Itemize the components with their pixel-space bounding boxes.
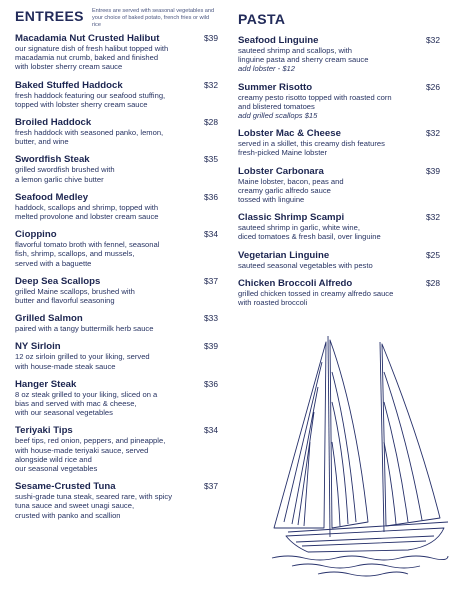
menu-item-name: Vegetarian Linguine xyxy=(238,249,330,261)
menu-item-price: $37 xyxy=(204,275,218,286)
menu-item xyxy=(15,192,218,221)
menu-item-description: fish, shrimp, scallops, and mussels, xyxy=(15,249,135,259)
menu-item-description: our seasonal vegetables xyxy=(15,464,98,474)
menu-item-price: $28 xyxy=(204,117,218,128)
menu-item-header xyxy=(15,481,218,492)
menu-item xyxy=(238,166,440,205)
menu-item-description: with lobster sherry cream sauce xyxy=(15,62,123,72)
menu-item-name: Seafood Medley xyxy=(15,191,89,203)
menu-item-header xyxy=(15,192,218,203)
menu-item xyxy=(15,154,218,183)
menu-item-description: flavorful tomato broth with fennel, seasonal xyxy=(15,240,160,250)
menu-item-price: $32 xyxy=(426,35,440,45)
menu-item-header xyxy=(238,212,440,223)
menu-item-name: Swordfish Steak xyxy=(15,154,90,166)
menu-item-description: with roasted broccoli xyxy=(238,298,308,308)
menu-item-price: $36 xyxy=(204,191,218,202)
menu-item-header xyxy=(238,166,440,177)
menu-item-description: tuna sauce and sweet unagi sauce, xyxy=(15,501,135,511)
menu-item xyxy=(15,313,218,333)
menu-item-description: tossed with linguine xyxy=(238,195,305,205)
menu-item-price: $34 xyxy=(204,425,218,436)
menu-item-price: $26 xyxy=(426,81,440,92)
menu-item-header xyxy=(15,80,218,91)
menu-item-description: with house-made steak sauce xyxy=(15,361,116,371)
entrees-title: ENTREES xyxy=(15,8,84,24)
menu-item-description: butter and flavorful seasoning xyxy=(15,296,115,306)
menu-item-header xyxy=(15,33,218,44)
menu-item xyxy=(15,229,218,268)
menu-item xyxy=(15,481,218,520)
menu-item-description: and blistered tomatoes xyxy=(238,101,315,111)
menu-item-description: fresh-picked Maine lobster xyxy=(238,148,328,158)
menu-item-name: Sesame-Crusted Tuna xyxy=(15,481,116,493)
menu-item xyxy=(238,212,440,241)
menu-item-description: grilled swordfish brushed with xyxy=(15,165,115,175)
menu-item-description: sauteed shrimp and scallops, with xyxy=(238,46,352,55)
menu-item-header xyxy=(238,82,440,93)
menu-item-header xyxy=(15,229,218,240)
menu-item-price: $32 xyxy=(204,79,218,90)
pasta-list xyxy=(238,35,440,307)
menu-item-description: served with a baguette xyxy=(15,258,92,268)
menu-item-header xyxy=(238,250,440,261)
menu-item xyxy=(238,250,440,270)
menu-item-description: topped with lobster sherry cream sauce xyxy=(15,99,148,109)
menu-item xyxy=(15,117,218,146)
menu-item-name: Chicken Broccoli Alfredo xyxy=(238,277,353,289)
menu-item-price: $25 xyxy=(426,249,440,260)
menu-item-description: 8 oz steak grilled to your liking, sliced on a xyxy=(15,389,158,399)
menu-item-description: crusted with panko and scallion xyxy=(15,510,121,520)
menu-item-description: sushi-grade tuna steak, seared rare, with spicy xyxy=(15,492,173,502)
menu-item-price: $37 xyxy=(204,481,218,492)
menu-item xyxy=(238,35,440,74)
menu-item-description: beef tips, red onion, peppers, and pineapple, xyxy=(15,436,166,446)
menu-item xyxy=(15,276,218,305)
menu-item xyxy=(15,80,218,109)
menu-item-description: fresh haddock with seasoned panko, lemon, xyxy=(15,128,164,138)
menu-item-name: Lobster Mac & Cheese xyxy=(238,128,341,140)
menu-item-name: NY Sirloin xyxy=(15,341,61,353)
menu-item-description: grilled Maine scallops, brushed with xyxy=(15,286,135,296)
menu-item xyxy=(15,33,218,72)
entrees-note: Entrees are served with seasonal vegetables and your choice of baked potato, french fries or wild rice xyxy=(91,8,215,28)
menu-item-name: Hanger Steak xyxy=(15,378,77,390)
menu-item-description: linguine pasta and sherry cream sauce xyxy=(238,55,369,65)
menu-item-addon: add lobster - $12 xyxy=(238,64,295,74)
menu-item-name: Deep Sea Scallops xyxy=(15,275,101,287)
menu-item-price: $28 xyxy=(426,277,440,288)
menu-item xyxy=(238,128,440,157)
sailboat-illustration xyxy=(268,332,450,582)
menu-item-header xyxy=(15,154,218,165)
menu-item-description: macadamia nut crumb, baked and finished xyxy=(15,53,159,63)
menu-item-name: Grilled Salmon xyxy=(15,313,83,325)
entrees-column xyxy=(15,8,218,528)
menu-item-description: sauteed shrimp in garlic, white wine, xyxy=(238,223,360,233)
menu-item-header xyxy=(238,35,440,46)
menu-item-header xyxy=(15,341,218,352)
menu-item-name: Baked Stuffed Haddock xyxy=(15,79,123,91)
menu-item-name: Seafood Linguine xyxy=(238,35,319,46)
menu-item-description: with our seasonal vegetables xyxy=(15,408,113,418)
pasta-title: PASTA xyxy=(238,11,286,27)
menu-item-name: Summer Risotto xyxy=(238,81,313,93)
menu-item-description: paired with a tangy buttermilk herb sauce xyxy=(15,324,154,334)
menu-item-description: served in a skillet, this creamy dish features xyxy=(238,139,385,149)
menu-item-description: grilled chicken tossed in creamy alfredo sauce xyxy=(238,288,394,298)
menu-item-price: $32 xyxy=(426,212,440,223)
menu-item-price: $39 xyxy=(426,165,440,176)
menu-item-header xyxy=(15,117,218,128)
menu-item-price: $33 xyxy=(204,313,218,324)
menu-item-name: Macadamia Nut Crusted Halibut xyxy=(15,33,160,44)
menu-item-description: butter, and wine xyxy=(15,137,69,147)
menu-item-header xyxy=(238,278,440,289)
menu-item-price: $34 xyxy=(204,229,218,240)
menu-item-name: Broiled Haddock xyxy=(15,117,92,129)
menu-item-header xyxy=(15,425,218,436)
menu-item-description: bias and served with mac & cheese, xyxy=(15,399,137,409)
menu-item-header xyxy=(15,379,218,390)
menu-item-header xyxy=(15,276,218,287)
menu-item-addon: add grilled scallops $15 xyxy=(238,111,318,121)
menu-item-description: fresh haddock featuring our seafood stuffing, xyxy=(15,90,166,100)
menu-item-header xyxy=(238,128,440,139)
entrees-list xyxy=(15,33,218,520)
menu-item-description: 12 oz sirloin grilled to your liking, served xyxy=(15,352,150,362)
entrees-header xyxy=(15,8,218,29)
menu-item-name: Lobster Carbonara xyxy=(238,165,324,177)
menu-item-description: creamy pesto risotto topped with roasted corn xyxy=(238,92,392,102)
menu-item-description: Maine lobster, bacon, peas and xyxy=(238,176,344,186)
menu-item-description: diced tomatoes & fresh basil, over linguine xyxy=(238,232,381,242)
menu-item-description: haddock, scallops and shrimp, topped with xyxy=(15,202,159,212)
menu-item-name: Classic Shrimp Scampi xyxy=(238,212,345,224)
menu-item-description: a lemon garlic chive butter xyxy=(15,174,104,184)
menu-item-description: with house-made teriyaki sauce, served xyxy=(15,445,149,455)
menu-item-price: $35 xyxy=(204,154,218,165)
menu-item xyxy=(15,379,218,418)
menu-item-price: $39 xyxy=(204,33,218,43)
menu-item-description: creamy garlic alfredo sauce xyxy=(238,185,331,195)
menu-item xyxy=(15,341,218,370)
menu-item xyxy=(238,278,440,307)
menu-item xyxy=(238,82,440,121)
menu-item-price: $36 xyxy=(204,378,218,389)
menu-item-description: sauteed seasonal vegetables with pesto xyxy=(238,260,373,270)
menu-item-description: alongside wild rice and xyxy=(15,454,92,464)
pasta-header xyxy=(238,8,440,27)
menu-item-name: Cioppino xyxy=(15,229,57,241)
menu-item-description: our signature dish of fresh halibut topped with xyxy=(15,44,169,53)
pasta-column xyxy=(238,8,440,315)
menu-item-price: $32 xyxy=(426,128,440,139)
menu-item-description: melted provolone and lobster cream sauce xyxy=(15,212,159,222)
menu-item-header xyxy=(15,313,218,324)
menu-item xyxy=(15,425,218,473)
menu-item-price: $39 xyxy=(204,341,218,352)
menu-item-name: Teriyaki Tips xyxy=(15,425,73,437)
